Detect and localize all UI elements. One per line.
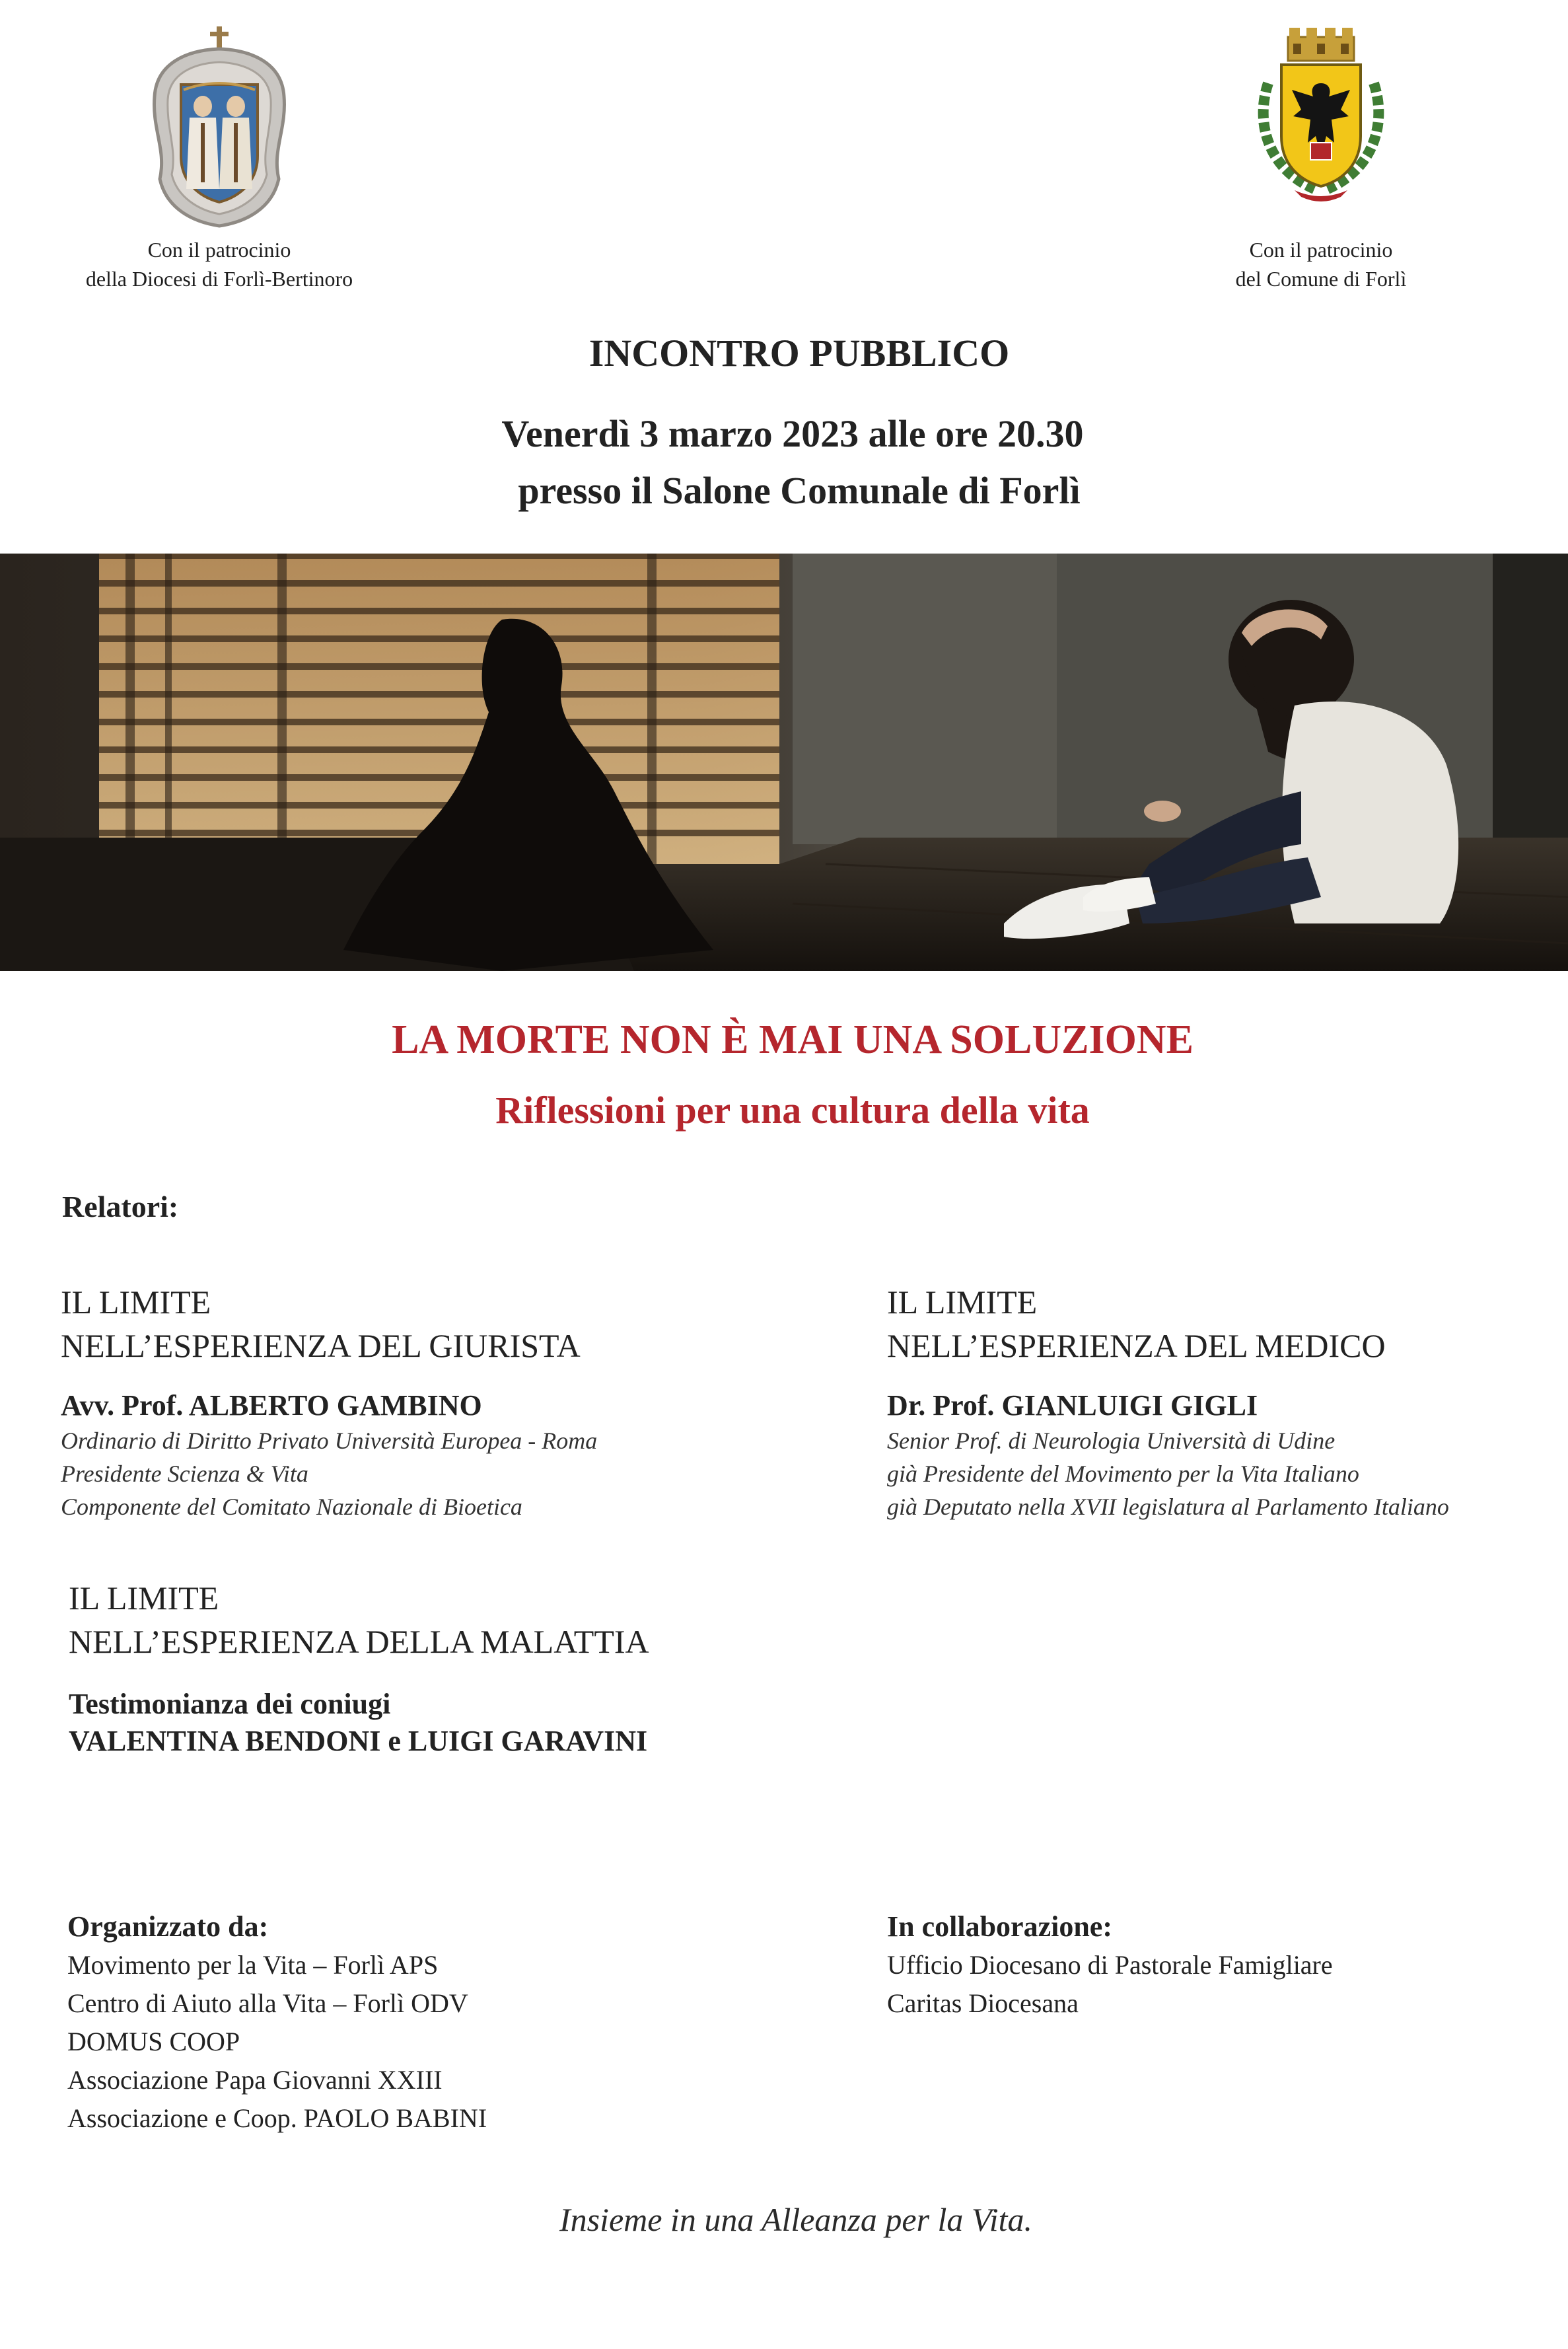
municipality-coat-of-arms — [1242, 24, 1400, 209]
section-title-line2: NELL’ESPERIENZA DELLA MALATTIA — [69, 1623, 649, 1660]
section-title-line1: IL LIMITE — [61, 1283, 211, 1320]
organizer-item: Centro di Aiuto alla Vita – Forlì ODV — [67, 1988, 468, 2018]
patronage-caption-left — [41, 235, 398, 293]
event-date: Venerdì 3 marzo 2023 alle ore 20.30 — [501, 412, 1084, 455]
patronage-caption-right — [1162, 235, 1479, 293]
patronage-left-line2: della Diocesi di Forlì-Bertinoro — [85, 267, 353, 291]
organizer-item: Associazione Papa Giovanni XXIII — [67, 2065, 443, 2095]
organizers-block — [67, 1908, 794, 2138]
collaboration-item: Caritas Diocesana — [887, 1988, 1079, 2018]
collaboration-item: Ufficio Diocesano di Pastorale Famigliare — [887, 1950, 1333, 1980]
organizers-label: Organizzato da: — [67, 1910, 269, 1943]
section-title-line1: IL LIMITE — [887, 1283, 1038, 1320]
patronage-left-line1: Con il patrocinio — [147, 238, 291, 262]
footer-motto: Insieme in una Alleanza per la Vita. — [559, 2201, 1033, 2238]
organizer-item: DOMUS COOP — [67, 2027, 240, 2056]
subtitle: Riflessioni per una cultura della vita — [495, 1089, 1090, 1132]
patronage-right-line2: del Comune di Forlì — [1235, 267, 1407, 291]
patronage-right-line1: Con il patrocinio — [1249, 238, 1393, 262]
collaboration-block — [887, 1908, 1548, 2023]
speaker-name: Dr. Prof. GIANLUIGI GIGLI — [887, 1389, 1258, 1422]
testimony-line2: VALENTINA BENDONI e LUIGI GARAVINI — [69, 1725, 648, 1757]
organizer-item: Associazione e Coop. PAOLO BABINI — [67, 2103, 487, 2133]
testimony-line1: Testimonianza dei coniugi — [69, 1688, 391, 1720]
speaker-role: Ordinario di Diritto Privato Università Europea - Roma — [61, 1427, 598, 1454]
event-type: INCONTRO PUBBLICO — [588, 332, 1010, 375]
speakers-label: Relatori: — [62, 1190, 179, 1223]
section-title-line1: IL LIMITE — [69, 1579, 219, 1616]
collaboration-label: In collaborazione: — [887, 1910, 1112, 1943]
section-title-line2: NELL’ESPERIENZA DEL MEDICO — [887, 1327, 1386, 1364]
speaker-role: Componente del Comitato Nazionale di Bioetica — [61, 1494, 522, 1520]
speaker-name: Avv. Prof. ALBERTO GAMBINO — [61, 1389, 482, 1422]
speaker-role: Presidente Scienza & Vita — [61, 1461, 308, 1487]
speaker-role: Senior Prof. di Neurologia Università di Udine — [887, 1427, 1336, 1454]
hero-photo — [0, 554, 1568, 971]
section-title-line2: NELL’ESPERIENZA DEL GIURISTA — [61, 1327, 581, 1364]
section-malattia — [69, 1576, 927, 1760]
organizer-item: Movimento per la Vita – Forlì APS — [67, 1950, 439, 1980]
section-giurista — [61, 1280, 853, 1523]
speaker-role: già Deputato nella XVII legislatura al Parlamento Italiano — [887, 1494, 1449, 1520]
section-medico — [887, 1280, 1561, 1523]
event-venue: presso il Salone Comunale di Forlì — [518, 469, 1081, 512]
speaker-role: già Presidente del Movimento per la Vita Italiano — [887, 1461, 1359, 1487]
main-title: LA MORTE NON È MAI UNA SOLUZIONE — [392, 1017, 1194, 1062]
diocese-emblem — [140, 24, 299, 229]
